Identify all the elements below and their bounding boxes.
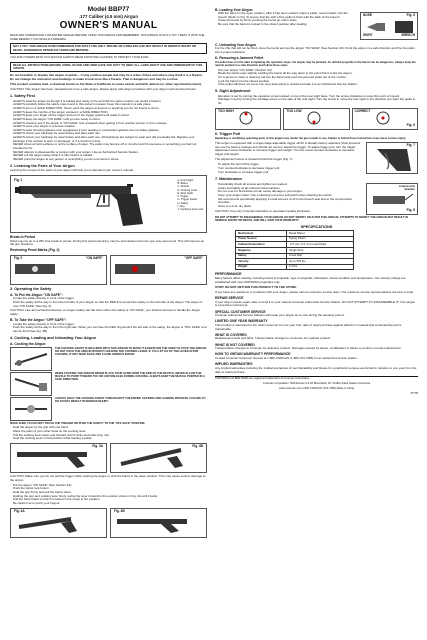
repair-heading: REPAIR SERVICE: [215, 296, 244, 301]
safety-item: ALWAYS keep your finger off the trigger and out of the trigger guard until ready to shoot.: [13, 113, 130, 118]
correct-label: CORRECT: [354, 108, 371, 113]
read-box-text: READ ALL INSTRUCTIONS BEFORE USING. BUYER AND USER HAVE THE DUTY TO OBEY ALL LAWS ABOUT USE AND OWNERSHIP OF THIS AIRGUN.: [13, 62, 203, 70]
cocking-step: Hold the airgun by the grip with one hand.: [13, 425, 69, 430]
cocking-step: Put the airgun "ON SAFE" (See Section 3A).: [13, 482, 73, 487]
fig3a-label: Fig. 3A: [92, 443, 103, 448]
jammed-step: Put your airgun "ON SAFE" (Section 3A).: [218, 67, 273, 72]
loading-block: [215, 11, 418, 38]
not-covered-text: Transportation charges to Crosman for defective product. Damages caused by abuse, modification or failure to perform normal maintenance.: [215, 346, 402, 351]
muzzle-warning-block: [10, 372, 207, 382]
left-column: [10, 6, 207, 540]
fig1-label: Fig. 1: [14, 178, 23, 183]
cocking-list: [10, 426, 207, 441]
fig3b-figure: [110, 443, 207, 473]
address-text: Crosman Corporation 7629 Routes 5 & 20 Bloomfield, NY 14469 United States of America: [262, 382, 371, 386]
trigger-step: Turn counterclockwise to decrease trigger pull.: [218, 166, 280, 171]
spec-key: Caliber/Ammunition: [236, 242, 287, 248]
caliber-subtitle: .177 Caliber (4.5 mm) Airgun: [78, 13, 139, 19]
spec-value: Break Barrel: [287, 231, 354, 237]
fig7-label: Fig. 7: [406, 143, 415, 148]
part-label: A. Front Sight: [177, 179, 194, 183]
part-label: C. Muzzle: [177, 185, 189, 189]
sight-step: Windage is set by turning the windage screw on the side of the rear sight. Turn the screw to move the rear sight in the direction you want the pellet to hit.: [218, 97, 416, 106]
special-heading: SPECIAL CUSTOMER SERVICE: [215, 309, 266, 314]
safety-item: ALWAYS check your backstop for wear before and after each use. All backstops are subject to wear and will eventually fail. Replace your backstop if the surface is worn or damaged, or if a ricochet occurs.: [13, 135, 195, 143]
spec-value: Single Shot: [287, 248, 354, 254]
pellet-figure: [360, 12, 418, 40]
loading-step: Close the barrel by firmly pushing the barrel up until it locks.: [218, 18, 298, 23]
glasses-note: YOU AND OTHERS WITH YOU SHOULD ALWAYS WEAR SHOOTING GLASSES TO PROTECT YOUR EYES.: [10, 55, 150, 60]
jammed-warning: If a pellet does not fire after completing the operation steps, the airgun may be jammed. An unfired projectile in the barrel can be dangerous. Always keep the muzzle pointed in a safe direction and follow these steps.: [215, 60, 416, 68]
unloading-heading: C. Unloading Your Airgun: [215, 42, 256, 47]
fig4a-figure: [10, 508, 107, 538]
cocking-step: Push the barrel lock button.: [13, 486, 50, 491]
manual-header: [10, 6, 207, 32]
on-safe-step: Locate the safety directly in front of the trigger.: [13, 296, 75, 301]
maintenance-step: Store in a cool, dry place.: [218, 203, 252, 208]
too-high-label: TOO HIGH: [218, 108, 234, 113]
sight-heading: 5. Sight Adjustment: [215, 89, 251, 94]
safety-item: ALWAYS check your backstop for wear before and after each use.: [13, 131, 101, 136]
nose-label: NOSE: [363, 13, 373, 18]
part-label: F. Trigger: [177, 195, 189, 199]
maintenance-block: [215, 183, 418, 213]
caution-brandish: Do not brandish or display this airgun in public – it may confuse people and may be a crime. Police and others may think it is a firearm. Do not change the coloration and markings to make it look more like a firearm. That is dangerous and may be a crime.: [10, 73, 203, 81]
specs-heading: SPECIFICATIONS: [300, 224, 333, 229]
hold-warning-block: [10, 397, 207, 404]
fig6-label: Fig. 6: [406, 122, 415, 127]
part-label: G. Trigger Guard: [177, 198, 197, 202]
sight-correct: [352, 108, 418, 130]
stop-notice: STOP! DO NOT RETURN THIS PRODUCT TO THE STORE.: [215, 284, 298, 289]
part-label: D. Cocking Lever: [177, 188, 198, 192]
stop-text: If you have any questions or problems with your airgun, please call our customer service team. Our customer service representatives are here to help.: [215, 289, 414, 294]
safety-item: ALWAYS keep the airgun "ON SAFE" until you are ready to shoot.: [13, 116, 101, 121]
cocking-sketch: [11, 348, 51, 370]
safety-heading: 1. Safety First: [10, 93, 35, 98]
muzzle-icon: [10, 372, 52, 396]
trigger-warning: Replacing or modifying operating parts of this airgun may render the gun unsafe to use. Failure to follow these instructions may cause serious injury.: [215, 137, 407, 141]
trigger-caution: CAUTION: Make sure you do not pull the trigger while cocking the airgun or with the barrel in the down position. This may cause serious damage to the airgun.: [10, 473, 206, 482]
specs-table: [235, 230, 354, 270]
safety-item: NEVER put the airgun away while it is still cocked or loaded.: [13, 153, 94, 158]
loading-step: Be sure that the barrel is locked in the closed position after loading.: [218, 22, 308, 27]
safety-item: ALWAYS keep the muzzle of the airgun pointed in a SAFE DIRECTION.: [13, 109, 109, 114]
cocking-step: Place the palm of your other hand on the cocking lever.: [13, 428, 87, 433]
fig3a-illustration: [11, 444, 101, 470]
loading-step: With the barrel in the open position, after it has been cocked, place a pellet, nose forward, into the breech (Refer to Fig. 5) ensure that the skirt of the pellet is flush with the back of the breech.: [218, 11, 348, 19]
off-safe-step: Locate the safety directly in front of the trigger.: [13, 321, 75, 326]
specs-row: [236, 264, 354, 270]
repair-text: If your airgun needs repair, take or send it to your nearest Crosman Authorized Service Station. DO NOT ATTEMPT TO DISASSEMBLE IT! Your airgun is a precision instrument.: [215, 299, 416, 308]
spec-key: Velocity: [236, 259, 287, 265]
parts-callouts: [177, 179, 203, 211]
skirt-label: SKIRT: [363, 33, 373, 38]
unloading-text: For the rifle that will not be fired, close the barrel and put the airgun "ON SAFE" (See Section 3A). Point the airgun in a safe direction and fire the pellet into a proper backstop.: [215, 46, 415, 54]
part-label: H. Safety: [177, 201, 189, 205]
safety-item: ALWAYS treat the airgun as though it is loaded and ready to fire and with the same respect you would a firearm.: [13, 98, 162, 103]
read-box: [10, 62, 207, 73]
implied-text: Any implied warranties including the implied warranties of merchantability and fitness for a particular purpose are limited in duration to one year from the date of retail purchase.: [215, 365, 417, 374]
safety-item: NEVER point the airgun at any person or at anything you do not intend to shoot.: [13, 157, 120, 162]
cock-warning-block: [10, 347, 207, 357]
trigger-adjust: The adjustment screw is located behind the trigger (Fig. 7).: [215, 157, 294, 162]
how-text: Contact Crosman Customer Service at 1-800-7AIRGUN (1-800-724-7486) for an authorized service station.: [215, 356, 358, 361]
cocking-icon: [10, 347, 52, 371]
jammed-list: [215, 69, 418, 87]
part-number: PI77B: [410, 391, 418, 395]
spec-value: Cross Bolt: [287, 253, 354, 259]
safety-list: [10, 100, 207, 162]
how-heading: HOW TO OBTAIN WARRANTY PERFORMANCE: [215, 352, 291, 357]
maintenance-step: We recommend periodically applying a small amount of oil to the breech seal and to the compression chamber.: [218, 196, 353, 205]
safety-item: ALWAYS aim in a SAFE DIRECTION. Never point the airgun at anyone or anything you do not intend to shoot.: [13, 105, 160, 110]
spec-key: Mechanism: [236, 231, 287, 237]
breakin-heading: Break-in Period: [10, 235, 36, 240]
proofmarks-heading: Reviewing Proof-Marks (Fig. 2): [10, 248, 60, 253]
part-label: I. Grip: [177, 204, 185, 208]
part-label: J. Cocking Lever Lock: [177, 208, 203, 212]
trigger-heading: 6. Trigger Pull: [215, 131, 241, 136]
spec-value: Up to 525 fps: [287, 259, 354, 265]
cocking-step: Pull the barrel back so that it is locked in the ready to fire position.: [13, 497, 101, 502]
performance-heading: PERFORMANCE: [215, 272, 242, 277]
on-safe-label: "ON SAFE": [85, 255, 103, 260]
safety-item: ALWAYS wear shooting glasses over eyeglasses if your reading or prescription glasses are not safety glasses.: [13, 127, 160, 132]
on-safe-step: Push the safety all the way in from the left side of your airgun so that the RED line around the safety on the left side of the airgun. The airgun is now "ON SAFE" (See Fig. 2).: [13, 300, 203, 308]
maintenance-caution: CAUTION: Use only Crosman lubricants or equivalent quality lubricants.: [215, 208, 311, 213]
off-safe-step: Push the safety all the way in from the right side. When you can See the RED ring around the left side of the safety, the airgun is "OFF SAFE" and can be fired (See Fig. 3B).: [13, 325, 207, 334]
maintenance-step: Do not over-oil. Excessive oil can cause damage to your airgun.: [218, 189, 303, 194]
fig2-label: Fig. 2: [14, 255, 23, 260]
parts-heading: 2. Learning the Parts of Your Airgun: [10, 163, 75, 168]
spec-key: Weight: [236, 264, 287, 270]
spec-key: Power Source: [236, 236, 287, 242]
parts-figure: [10, 175, 207, 233]
sight-step: Elevation is set by turning the elevation screw located on top of the rear sight base. Turn the screw clockwise to lower the point of impact.: [218, 93, 400, 98]
pistol-illustration: [11, 176, 161, 230]
special-text: Crosman Authorized Service Stations will repair your airgun at no cost during the warranty period.: [215, 313, 345, 318]
warranty-text: This product is warranted to the retail consumer for one year from date of retail purchase against defects in material and workmanship and is transferable.: [215, 323, 402, 331]
loading-heading: B. Loading Your Airgun: [215, 7, 253, 12]
off-safe-illustration: [111, 256, 159, 282]
maintenance-heading: 7. Maintenance: [215, 177, 243, 182]
performance-text: Many factors affect velocity, including brand of projectile, type of projectile, lubrication, barrel condition and temperature. Our velocity ratings are established with new CROSMAN projectiles only.: [215, 276, 406, 284]
sight-too-high: [215, 108, 281, 130]
trigger-figure: [366, 142, 418, 174]
maintenance-step: Clean and lightly oil all external metal surfaces.: [218, 185, 281, 190]
on-safe-heading: A. To Put the Airgun "ON SAFE":: [10, 292, 63, 297]
spec-key: Safety: [236, 253, 287, 259]
implied-heading: IMPLIED WARRANTIES: [215, 362, 253, 367]
trigger-text: This airgun is equipped with a single-stage adjustable trigger which is already factory adjusted. Most shooters can use the factory settings and should not need to adjust the trigger. To adjust trigger pull, turn the trigger adjustment screw clockwise to increase trigger pull weight. Turn the screw counter-clockwise to decrease trigger pull weight.: [215, 141, 361, 157]
fig5-label: Fig. 5: [406, 13, 415, 18]
compression-label: compression chamber: [398, 185, 415, 192]
hold-sketch: [11, 398, 51, 420]
sight-figures: [215, 108, 418, 130]
trigger-step: Turn clockwise to increase trigger pull.: [218, 169, 269, 174]
safety-item: ALWAYS check to see if the airgun is "ON SAFE" and unloaded when getting it from another person or from storage.: [13, 120, 168, 125]
fig8-label: Fig. 8: [406, 208, 415, 213]
hold-warning: ALWAYS HOLD THE COCKING ASSIST THROUGHOUT THE ENTIRE COCKING AND LOADING PROCESS. FAILURE TO DO SO MAY RESULT IN SERIOUS INJURY.: [55, 396, 206, 403]
fig3b-label: Fig. 3B: [192, 443, 203, 448]
jammed-step: If it is jammed, insert a cleaning rod into the barrel and push the jammed pellet out of the muzzle.: [218, 75, 347, 80]
fig3b-illustration: [111, 444, 201, 470]
trigger-touch-warning: MAKE SURE YOU DO NOT TOUCH THE TRIGGER OR PUSH THE SAFETY TO THE "OFF SAFE" POSITION.: [10, 421, 146, 425]
sight-too-low: [283, 108, 349, 130]
cocking-figures-3: [10, 443, 207, 473]
trigger-step: To adjust the pull off the trigger.: [218, 162, 260, 167]
fig4b-figure: [110, 508, 207, 538]
jammed-step: Break the barrel open slightly. Holding the barrel all the way down to the point that it cocks the airgun.: [218, 71, 353, 76]
cocking-figures-4: [10, 508, 207, 538]
on-safe-list: [10, 297, 207, 308]
spec-value: .177 cal. (4.5 mm) Lead Pellet: [287, 242, 354, 248]
muzzle-warning: WHEN COCKING THE AIRGUN NEVER PLACE YOUR HAND OVER THE END OF THE MUZZLE. NEVER ALLOW THE MUZZLE TO POINT TOWARD YOU OR ANYONE ELSE DURING COCKING. ALWAYS KEEP THE MUZZLE POINTED IN A SAFE DIRECTION.: [55, 371, 205, 382]
fig4b-label: Fig. 4B: [114, 508, 125, 513]
off-safe-heading: B. To Take the Airgun "OFF SAFE":: [10, 318, 67, 323]
fig3a-figure: [10, 443, 107, 473]
not-covered-heading: WHAT IS NOT COVERED: [215, 342, 255, 347]
safety-item: NEVER shoot at hard surfaces or at the surface of water. The pellet may bounce off or ricochet and hit someone or something you had not intended to hit.: [13, 142, 197, 151]
jammed-step: If the pellet still does not come out, stop attempting to unload and take it to an Authorized Service Station.: [218, 82, 358, 87]
safety-caution: CAUTION: Like all mechanical devices, an airgun safety can fail. Even when the safety is "ON SAFE", you should continue to handle the airgun safely.: [10, 308, 201, 316]
caution-safe: CAUTION: This airgun has been manufactured to be a safe airgun. Always apply safe airgun practices with your airgun such as listed herein.: [10, 87, 197, 92]
warning-box: [10, 43, 207, 54]
trigger-block: [215, 142, 418, 174]
breech-label: BREECH: [401, 33, 415, 38]
manual-title: OWNER'S MANUAL: [59, 20, 158, 32]
maintenance-step: Periodically check all screws and tighten as needed.: [218, 182, 288, 186]
fig4a-label: Fig. 4A: [14, 508, 25, 513]
cocking-heading: A. Cocking the Airgun: [10, 341, 46, 346]
maintenance-figure: [366, 183, 418, 215]
intro-text: READ AND UNDERSTAND THIS ENTIRE MANUAL BEFORE USING THIS AIRGUN AND REMEMBER, THIS AIRGUN IS NOT A TOY. TREAT IT WITH THE SAME RESPECT YOU WOULD A FIREARM.: [10, 33, 205, 41]
part-label: E. Rear Sight: [177, 191, 193, 195]
cocking-step: Pull the cocking lever down and forward until it clicks and locks (Fig. 4A).: [13, 432, 110, 437]
model-title: Model BBP77: [87, 6, 130, 13]
cocking-step: Hold the grip firmly and pull the barrel down.: [13, 490, 72, 495]
safety-op-heading: 3. Operating the Safety: [10, 286, 52, 291]
disassemble-warning: DO NOT ATTEMPT TO DISASSEMBLE YOUR AIRGUN. DO NOT MODIFY OR ALTER THIS AIRGUN. ATTEMPTS TO MODIFY THE AIRGUN MAY RESULT IN SERIOUS INJURY OR DEATH, AND WILL VOID YOUR WARRANTY.: [215, 216, 409, 223]
spec-value: 2.4 lbs: [287, 264, 354, 270]
cocking-steps: [10, 484, 207, 506]
off-safe-figure: [110, 255, 207, 285]
jammed-step: Lock the barrel into the closed position.: [218, 78, 271, 83]
warranty-heading: LIMITED ONE YEAR WARRANTY: [215, 319, 268, 324]
safety-item: NEVER attempt to disassemble or tamper with your airgun. Use an Authorized Service Station.: [13, 149, 139, 154]
maintenance-step: Keep your airgun clean. Use a cleaning rod and a soft patch when cleaning the barrel.: [218, 192, 333, 197]
on-safe-figure: [10, 255, 107, 285]
part-label: B. Barrel: [177, 182, 188, 186]
covered-heading: WHAT IS COVERED: [215, 332, 247, 337]
too-low-label: TOO LOW: [286, 108, 302, 113]
caution-lead: This product contains lead, a chemical known to the State of California to cause cancer and birth defects (or other reproductive harm).: [10, 82, 202, 87]
safety-item: ALWAYS store your airgun in a secure location.: [13, 124, 76, 129]
cocking-step: Hold the cocking lever in that position while loading a pellet.: [13, 436, 93, 441]
sight-list: [215, 95, 418, 106]
parts-intro: Learning the names of the parts of your airgun will help you understand your owner's manual.: [10, 168, 134, 173]
warning-box-text: NOT A TOY. THIS AIRGUN IS RECOMMENDED FOR ADULT USE ONLY. MISUSE OR CARELESS USE MAY RESULT IN SERIOUS INJURY OR DEATH. DANGEROUS WITHIN 400 YARDS (365 METERS).: [13, 44, 197, 52]
trademarks-text: CROSMAN and BENJAMIN are registered trademarks of Crosman Corporation.: [215, 377, 310, 381]
cocking-step: Holding the gun and cocking lever firmly, swing the lever forward to the position shown in Fig. 4A until it locks.: [13, 493, 159, 498]
web-text: www.crosman.com 1-800-7AIRGUN (724-7486) Made in China: [279, 387, 354, 391]
breakin-text: Pistol may be up to a 250 shot break-in period. During this period accuracy may be inconsistent and your gun may seem loud. This will improve as the gun breaks in.: [10, 238, 204, 247]
off-safe-list: [10, 323, 207, 334]
jammed-heading: D. Removing a Jammed Pellet: [215, 56, 264, 61]
cocking-step: Be careful not to pinch your fingers.: [13, 501, 61, 506]
safety-item: ALWAYS carefully follow the safety rules found in this owner's manual. Keep this manual in a safe place.: [13, 102, 152, 107]
spec-value: Spring Piston: [287, 236, 354, 242]
spec-key: Magazine: [236, 248, 287, 254]
right-column: [215, 6, 418, 397]
hold-icon: [10, 397, 52, 421]
cocking-warning: THE COCKING ASSIST IS INCLUDED WITH THIS AIRGUN TO MAKE IT EASIER FOR THE USER TO COCK THE AIRGUN. DO NOT COCK THE AIRGUN WITHOUT HOLDING THE COCKING LEVER. IF YOU LET GO OF THE LEVER AFTER COCKING, IT MAY SNAP BACK AND CAUSE SERIOUS INJURY.: [55, 346, 207, 357]
muzzle-sketch: [11, 373, 51, 395]
covered-text: Replacement parts and labor. Transportation charges to consumer for repaired product.: [215, 336, 331, 341]
off-safe-label: "OFF SAFE": [184, 255, 203, 260]
safety-figures: [10, 255, 207, 285]
cocking-section-heading: 4. Cocking, Loading and Unloading Your Airgun: [10, 335, 96, 340]
